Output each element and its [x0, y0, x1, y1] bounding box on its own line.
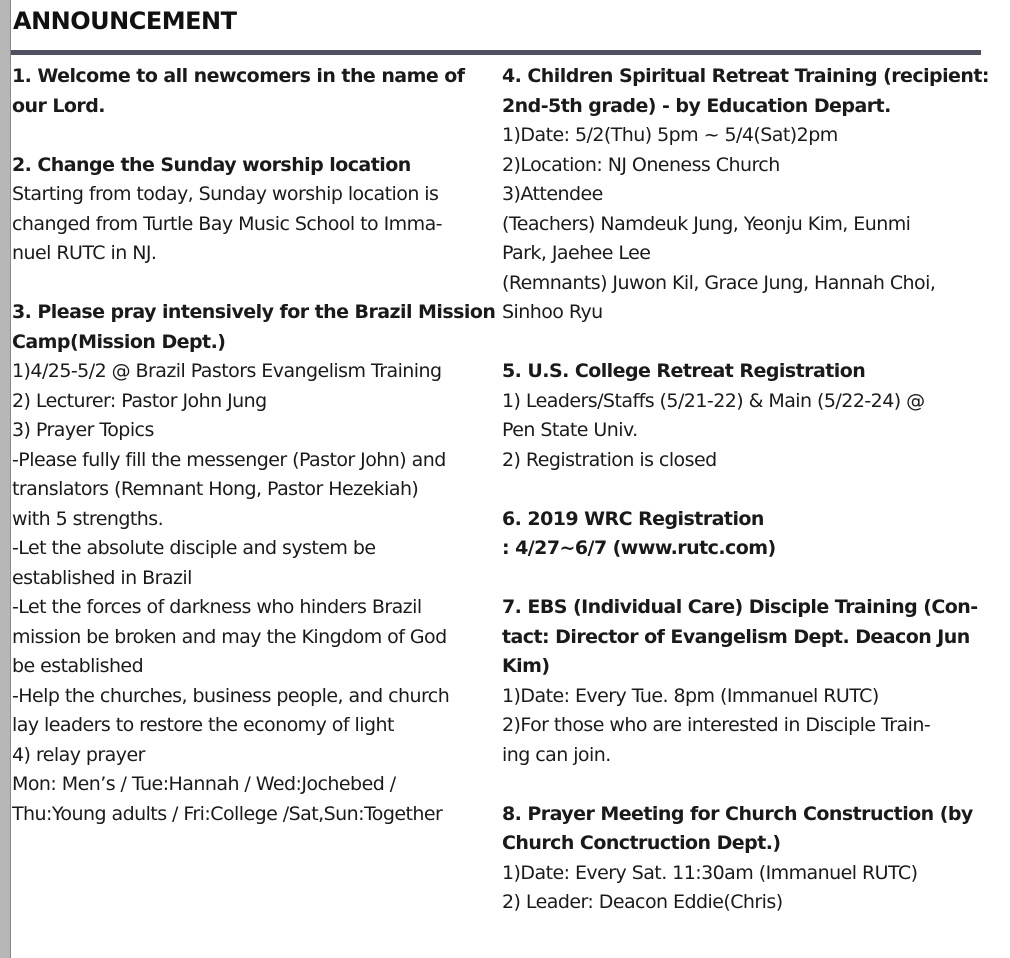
announcement-text-line: (Teachers) Namdeuk Jung, Yeonju Kim, Eunmi: [502, 212, 911, 235]
announcement-text-line: -Please fully fill the messenger (Pastor John) and: [12, 448, 446, 471]
announcement-text-line: 2) Leader: Deacon Eddie(Chris): [502, 891, 783, 913]
announcement-heading-line: 4. Children Spiritual Retreat Training (recipient:: [502, 65, 989, 87]
announcement-heading-line: 2nd-5th grade) - by Education Depart.: [502, 94, 891, 117]
announcement-text-line: 2) Lecturer: Pastor John Jung: [12, 389, 267, 412]
announcement-text-line: 1) Leaders/Staffs (5/21-22) & Main (5/22-24) @: [502, 389, 925, 412]
announcement-text-line: Park, Jaehee Lee: [502, 242, 651, 264]
announcement-text-line: Sinhoo Ryu: [502, 301, 603, 323]
announcement-text-line: 2)For those who are interested in Disciple Train-: [502, 714, 931, 736]
announcement-text-line: with 5 strengths.: [12, 507, 164, 530]
announcement-heading-line: Kim): [502, 655, 550, 677]
announcement-text-line: 3)Attendee: [502, 183, 603, 205]
announcement-text-line: lay leaders to restore the economy of light: [12, 714, 394, 736]
announcement-text-line: Thu:Young adults / Fri:College /Sat,Sun:Together: [12, 802, 443, 825]
announcement-text-line: Mon: Men’s / Tue:Hannah / Wed:Jochebed /: [12, 773, 396, 795]
announcement-text-line: be established: [12, 655, 144, 677]
announcement-heading-line: 6. 2019 WRC Registration: [502, 507, 764, 530]
announcement-text-line: mission be broken and may the Kingdom of God: [12, 625, 447, 648]
announcement-text-line: 1)Date: Every Sat. 11:30am (Immanuel RUTC): [502, 861, 918, 884]
spacer: [502, 770, 990, 800]
announcement-text-line: 4) relay prayer: [12, 743, 145, 766]
left-margin-bar: [0, 0, 10, 958]
left-column: [12, 62, 500, 829]
announcement-text-line: 2) Registration is closed: [502, 448, 717, 471]
announcement-text-line: 1)Date: Every Tue. 8pm (Immanuel RUTC): [502, 684, 879, 707]
spacer: [12, 269, 500, 299]
announcement-text-line: changed from Turtle Bay Music School to Imma-: [12, 212, 442, 235]
spacer: [502, 475, 990, 505]
announcement-text-line: nuel RUTC in NJ.: [12, 242, 157, 264]
announcement-text-line: 3) Prayer Topics: [12, 419, 154, 441]
spacer: [502, 328, 990, 358]
announcement-text-line: -Let the absolute disciple and system be: [12, 537, 376, 559]
spacer: [502, 564, 990, 594]
announcement-text-line: -Let the forces of darkness who hinders Brazil: [12, 596, 422, 618]
announcement-text-line: Pen State Univ.: [502, 419, 638, 441]
announcement-heading-line: Church Conctruction Dept.): [502, 832, 781, 854]
right-column: [502, 62, 990, 918]
announcement-heading-line: 3. Please pray intensively for the Brazil Mission: [12, 301, 496, 323]
announcement-heading-line: 7. EBS (Individual Care) Disciple Training (Con-: [502, 596, 978, 618]
announcement-text-line: 1)4/25-5/2 @ Brazil Pastors Evangelism Training: [12, 360, 442, 382]
announcement-heading-line: our Lord.: [12, 94, 105, 117]
announcement-text-line: 2)Location: NJ Oneness Church: [502, 153, 780, 176]
announcement-heading-line: 1. Welcome to all newcomers in the name of: [12, 65, 465, 87]
announcement-heading-line: tact: Director of Evangelism Dept. Deacon Jun: [502, 625, 970, 648]
page-title: ANNOUNCEMENT: [13, 7, 237, 35]
announcement-heading-line: 8. Prayer Meeting for Church Construction (by: [502, 802, 973, 825]
announcement-heading-line: : 4/27~6/7 (www.rutc.com): [502, 537, 776, 559]
announcement-text-line: (Remnants) Juwon Kil, Grace Jung, Hannah Choi,: [502, 271, 936, 294]
announcement-text-line: translators (Remnant Hong, Pastor Hezekiah): [12, 478, 419, 500]
left-margin-line: [10, 0, 11, 958]
announcement-text-line: -Help the churches, business people, and church: [12, 684, 450, 707]
announcement-heading-line: 5. U.S. College Retreat Registration: [502, 360, 866, 382]
announcement-text-line: 1)Date: 5/2(Thu) 5pm ~ 5/4(Sat)2pm: [502, 124, 838, 146]
announcement-heading-line: Camp(Mission Dept.): [12, 330, 226, 353]
announcement-heading-line: 2. Change the Sunday worship location: [12, 153, 411, 176]
announcement-text-line: ing can join.: [502, 743, 611, 766]
spacer: [12, 121, 500, 151]
header-divider: [11, 50, 981, 55]
announcement-text-line: Starting from today, Sunday worship location is: [12, 183, 439, 205]
announcement-text-line: established in Brazil: [12, 566, 192, 589]
